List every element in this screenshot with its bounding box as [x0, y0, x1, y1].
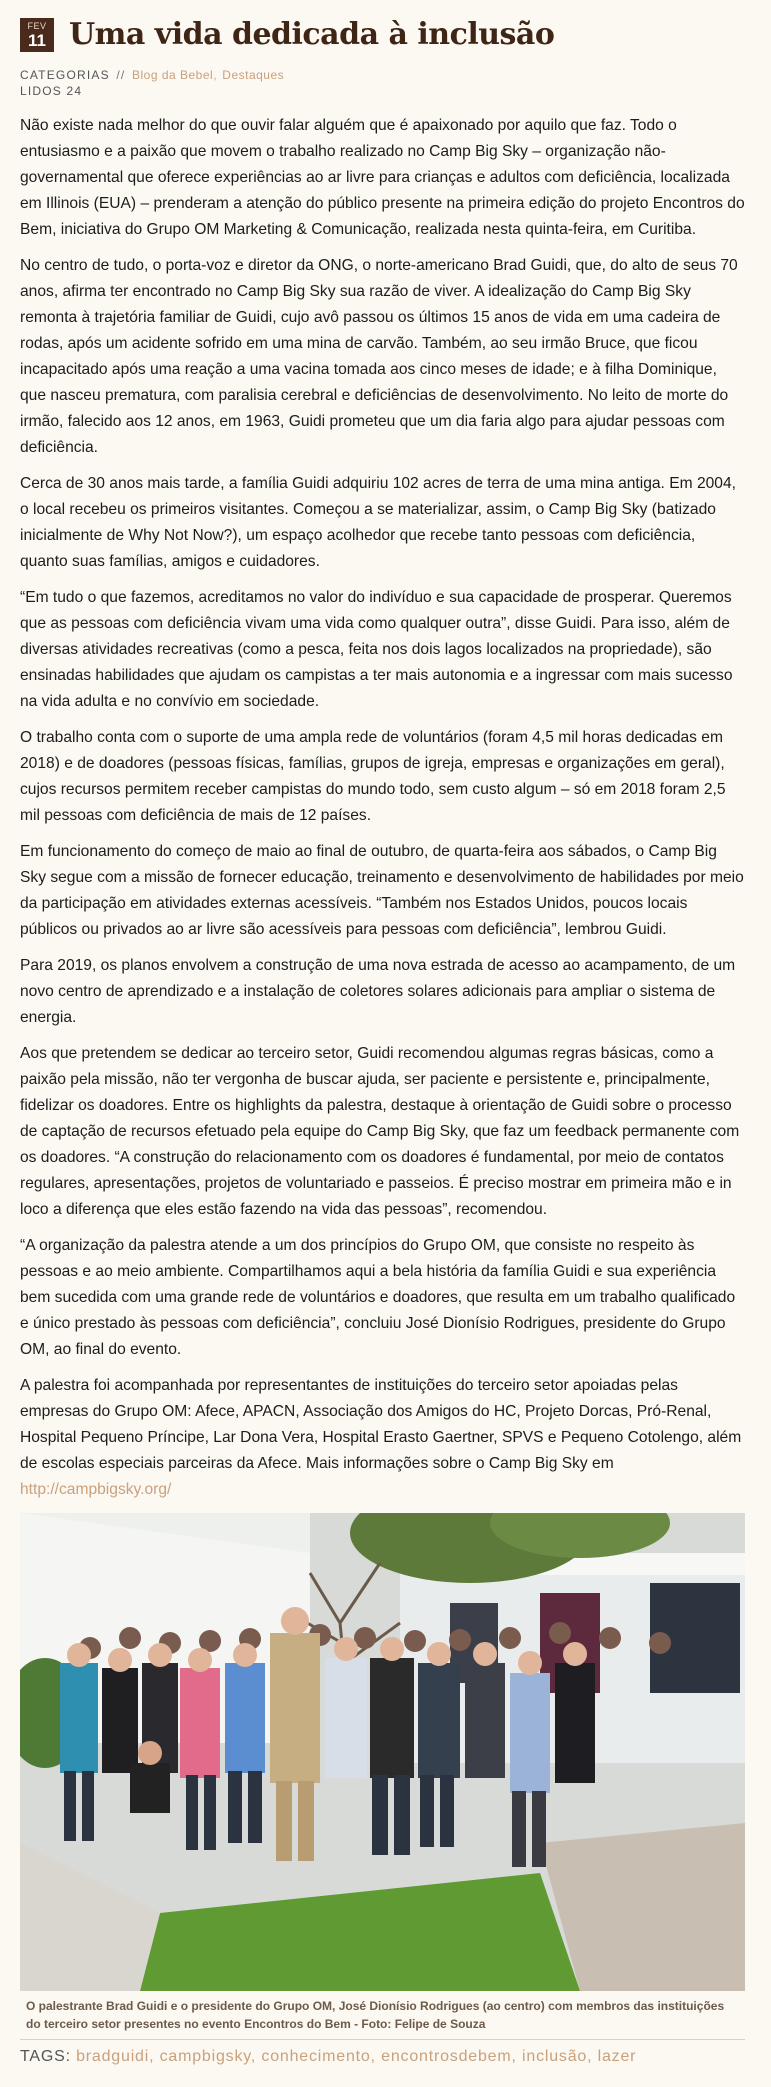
- post-meta: [20, 67, 771, 99]
- tag-link-conhecimento[interactable]: conhecimento: [261, 2048, 371, 2065]
- date-day: 11: [28, 31, 46, 50]
- tag-link-lazer[interactable]: lazer: [597, 2048, 637, 2065]
- date-month: FEV: [27, 21, 47, 31]
- category-link-destaques[interactable]: Destaques: [222, 68, 285, 82]
- tag-comma: ,: [149, 2048, 160, 2065]
- paragraph: Cerca de 30 anos mais tarde, a família Guidi adquiriu 102 acres de terra de uma mina antiga. Em 2004, o local recebeu os primeiros visitantes. Começou a se materializar, assim, o Camp Big Sky (batizado inicialmente de Why Not Now?), um espaço acolhedor que recebe tanto pessoas com deficiência, quanto suas famílias, amigos e cuidadores.: [20, 475, 736, 570]
- post-header: [20, 0, 771, 53]
- tag-link-inclusao[interactable]: inclusão: [522, 2048, 588, 2065]
- photo-caption: O palestrante Brad Guidi e o presidente do Grupo OM, José Dionísio Rodrigues (ao centro) com membros das instituições do terceiro setor presentes no evento Encontros do Bem - Foto: Felipe de Souza: [20, 1991, 745, 2040]
- post-content: [20, 113, 745, 2066]
- tag-link-encontrosdebem[interactable]: encontrosdebem: [381, 2048, 512, 2065]
- categories-line: [20, 67, 771, 83]
- tag-comma: ,: [370, 2048, 382, 2065]
- tag-link-bradguidi[interactable]: bradguidi: [76, 2048, 150, 2065]
- meta-separator: //: [116, 68, 126, 82]
- tags-line: [20, 2048, 745, 2066]
- paragraph-text: A palestra foi acompanhada por representantes de instituições do terceiro setor apoiadas pelas empresas do Grupo OM: Afece, APACN, Associação dos Amigos do HC, Projeto Dorcas, Pró-Renal, Hospital Pequeno Príncipe, Lar Dona Vera, Hospital Erasto Gaertner, SPVS e Pequeno Cotolengo, além de escolas especiais parceiras da Afece. Mais informações sobre o Camp Big Sky em: [20, 1377, 742, 1472]
- paragraph: Não existe nada melhor do que ouvir falar alguém que é apaixonado por aquilo que faz. Todo o entusiasmo e a paixão que movem o trabalho realizado no Camp Big Sky – organização não-governamental que oferece experiências ao ar livre para crianças e adultos com deficiência, localizada em Illinois (EUA) – prenderam a atenção do público presente na primeira edição do projeto Encontros do Bem, iniciativa do Grupo OM Marketing & Comunicação, realizada nesta quinta-feira, em Curitiba.: [20, 117, 745, 238]
- photo-figure: [20, 1513, 745, 2040]
- tag-link-campbigsky[interactable]: campbigsky: [159, 2048, 251, 2065]
- paragraph-with-link: [20, 1373, 745, 1503]
- paragraph: Para 2019, os planos envolvem a construção de uma nova estrada de acesso ao acampamento, de um novo centro de aprendizado e a instalação de coletores solares adicionais para ampliar o sistema de energia.: [20, 957, 736, 1026]
- tags-label: TAGS:: [20, 2048, 71, 2065]
- category-link-blog-da-bebel[interactable]: Blog da Bebel: [131, 68, 214, 82]
- paragraph: O trabalho conta com o suporte de uma ampla rede de voluntários (foram 4,5 mil horas dedicadas em 2018) e de doadores (pessoas físicas, famílias, grupos de igreja, empresas e organizações em geral), cujos recursos permitem receber campistas do mundo todo, sem custo algum – só em 2018 foram 2,5 mil pessoas com deficiência de mais de 12 países.: [20, 729, 726, 824]
- paragraph: “Em tudo o que fazemos, acreditamos no valor do indivíduo e sua capacidade de prosperar. Queremos que as pessoas com deficiência vivam uma vida como qualquer outra”, disse Guidi. Para isso, além de diversas atividades recreativas (como a pesca, feita nos dois lagos localizados na propriedade), são ensinadas habilidades que ajudam os campistas a ter mais autonomia e a ingressar com mais sucesso na vida adulta e no convívio em sociedade.: [20, 589, 733, 710]
- category-comma: ,: [213, 68, 223, 82]
- post-title: Uma vida dedicada à inclusão: [69, 17, 555, 52]
- group-photo: [20, 1513, 745, 1991]
- paragraph: “A organização da palestra atende a um dos princípios do Grupo OM, que consiste no respeito às pessoas e ao meio ambiente. Compartilhamos aqui a bela história da família Guidi e sua experiência bem sucedida com uma grande rede de voluntários e doadores, que resulta em um trabalho qualificado e único prestado às pessoas com deficiência”, concluiu José Dionísio Rodrigues, presidente do Grupo OM, ao final do evento.: [20, 1237, 736, 1358]
- paragraph: No centro de tudo, o porta-voz e diretor da ONG, o norte-americano Brad Guidi, que, do alto de seus 70 anos, afirma ter encontrado no Camp Big Sky sua razão de viver. A idealização do Camp Big Sky remonta à trajetória familiar de Guidi, cujo avô passou os últimos 15 anos de vida em uma cadeira de rodas, após um acidente sofrido em uma mina de carvão. Também, ao seu irmão Bruce, que ficou incapacitado após uma reação a uma vacina tomada aos cinco meses de idade; e à filha Dominique, que nasceu prematura, com paralisia cerebral e deficiências de desenvolvimento. No leito de morte do irmão, falecido aos 12 anos, em 1963, Guidi prometeu que um dia faria algo para ajudar pessoas com deficiência.: [20, 257, 738, 456]
- tag-comma: ,: [587, 2048, 598, 2065]
- reads-count: LIDOS 24: [20, 84, 83, 98]
- categories-label: CATEGORIAS: [20, 68, 110, 82]
- date-badge: [20, 18, 54, 52]
- camp-big-sky-link[interactable]: http://campbigsky.org/: [20, 1481, 172, 1498]
- paragraph: Em funcionamento do começo de maio ao final de outubro, de quarta-feira aos sábados, o Camp Big Sky segue com a missão de fornecer educação, treinamento e desenvolvimento de habilidades por meio da participação em atividades externas acessíveis. “Também nos Estados Unidos, poucos locais públicos ou privados ao ar livre são acessíveis para pessoas com deficiência”, lembrou Guidi.: [20, 843, 744, 938]
- paragraph: Aos que pretendem se dedicar ao terceiro setor, Guidi recomendou algumas regras básicas, como a paixão pela missão, não ter vergonha de buscar ajuda, ser paciente e persistente e, principalmente, fidelizar os doadores. Entre os highlights da palestra, destaque à orientação de Guidi sobre o processo de captação de recursos efetuado pela equipe do Camp Big Sky, que faz um feedback permanente com os doadores. “A construção do relacionamento com os doadores é fundamental, por meio de contatos regulares, apresentações, projetos de voluntariado e passeios. É preciso mostrar em primeira mão e in loco a diferença que eles estão fazendo na vida das pessoas”, recomendou.: [20, 1045, 740, 1218]
- tag-comma: ,: [511, 2048, 523, 2065]
- tag-comma: ,: [250, 2048, 262, 2065]
